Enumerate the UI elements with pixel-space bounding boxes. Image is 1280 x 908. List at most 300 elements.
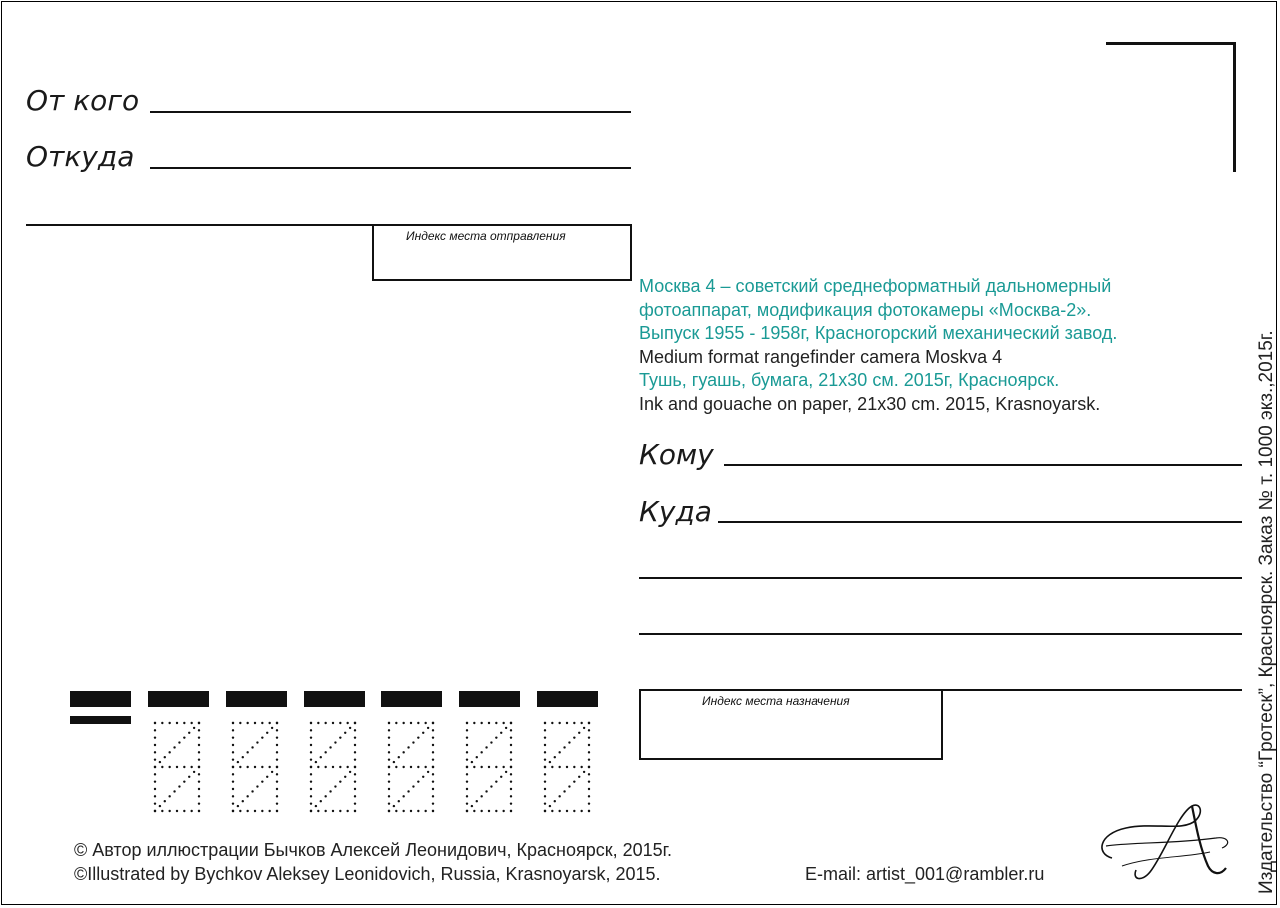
template-dot — [268, 722, 270, 724]
template-dot — [432, 795, 434, 797]
template-dot — [490, 785, 492, 787]
template-dot — [176, 810, 178, 812]
template-dot — [432, 736, 434, 738]
sender-index-label: Индекс места отправления — [406, 229, 566, 243]
template-dot — [466, 736, 468, 738]
template-dot — [266, 732, 268, 734]
template-dot — [276, 729, 278, 731]
template-dot — [271, 771, 273, 773]
template-dot — [354, 773, 356, 775]
template-dot — [161, 722, 163, 724]
template-dot — [432, 758, 434, 760]
template-dot — [276, 744, 278, 746]
template-dot — [471, 761, 473, 763]
template-dot — [198, 736, 200, 738]
template-dot — [254, 810, 256, 812]
template-dot — [476, 800, 478, 802]
template-dot — [588, 788, 590, 790]
template-dot — [580, 766, 582, 768]
template-dot — [329, 790, 331, 792]
template-dot — [480, 810, 482, 812]
template-dot — [261, 766, 263, 768]
template-dot — [510, 795, 512, 797]
template-dot — [349, 727, 351, 729]
description-line-2: фотоаппарат, модификация фотокамеры «Москва-2». — [639, 299, 1092, 320]
template-dot — [558, 795, 560, 797]
publisher-info: Издательство “Гротеск”, Красноярск. Заказ № т. 1000 экз.,2015г. — [1256, 330, 1277, 894]
template-dot — [466, 758, 468, 760]
template-dot — [417, 736, 419, 738]
template-dot — [563, 790, 565, 792]
template-dot — [154, 780, 156, 782]
template-dot — [315, 805, 317, 807]
template-dot — [320, 756, 322, 758]
description-line-1: Москва 4 – советский среднеформатный дальномерный — [639, 276, 1112, 296]
template-dot — [324, 751, 326, 753]
template-dot — [310, 810, 312, 812]
template-dot — [276, 736, 278, 738]
template-dot — [422, 776, 424, 778]
template-dot — [232, 795, 234, 797]
to-address-line[interactable] — [718, 521, 1242, 523]
template-dot — [544, 729, 546, 731]
template-dot — [432, 802, 434, 804]
template-dot — [476, 756, 478, 758]
template-dot — [198, 766, 200, 768]
template-dot — [317, 766, 319, 768]
template-dot — [480, 722, 482, 724]
template-dot — [588, 744, 590, 746]
template-dot — [324, 722, 326, 724]
template-dot — [164, 800, 166, 802]
template-dot — [558, 722, 560, 724]
template-dot — [588, 729, 590, 731]
template-dot — [395, 766, 397, 768]
template-dot — [510, 736, 512, 738]
template-dot — [198, 802, 200, 804]
template-dot — [310, 795, 312, 797]
template-dot — [237, 805, 239, 807]
template-dot — [276, 795, 278, 797]
postal-digit-grid — [0, 0, 1, 1]
template-dot — [261, 810, 263, 812]
template-dot — [339, 722, 341, 724]
template-dot — [554, 756, 556, 758]
to-label: Кому — [639, 438, 714, 471]
template-dot — [417, 810, 419, 812]
template-dot — [510, 810, 512, 812]
template-dot — [310, 751, 312, 753]
to-address-line-3[interactable] — [639, 633, 1242, 635]
template-dot — [232, 751, 234, 753]
template-dot — [246, 722, 248, 724]
template-dot — [193, 727, 195, 729]
template-dot — [568, 785, 570, 787]
template-dot — [339, 780, 341, 782]
template-dot — [276, 810, 278, 812]
copyright-ru: © Автор иллюстрации Бычков Алексей Леонидович, Красноярск, 2015г. — [74, 840, 673, 860]
template-dot — [310, 736, 312, 738]
template-dot — [510, 729, 512, 731]
code-bar — [537, 691, 598, 707]
template-dot — [339, 766, 341, 768]
template-dot — [354, 758, 356, 760]
template-dot — [354, 795, 356, 797]
template-dot — [466, 795, 468, 797]
template-dot — [256, 785, 258, 787]
to-address-line-2[interactable] — [639, 577, 1242, 579]
template-dot — [388, 802, 390, 804]
template-dot — [473, 722, 475, 724]
description-line-4: Medium format rangefinder camera Moskva 4 — [639, 346, 1003, 367]
template-dot — [398, 800, 400, 802]
code-bar — [70, 691, 131, 707]
template-dot — [256, 741, 258, 743]
template-dot — [276, 788, 278, 790]
template-dot — [551, 722, 553, 724]
template-dot — [412, 741, 414, 743]
template-dot — [232, 802, 234, 804]
template-dot — [485, 790, 487, 792]
template-dot — [190, 810, 192, 812]
template-dot — [246, 795, 248, 797]
code-bar — [148, 691, 209, 707]
template-dot — [412, 785, 414, 787]
contact-email[interactable]: E-mail: artist_001@rambler.ru — [805, 864, 1045, 884]
template-dot — [510, 722, 512, 724]
code-bar — [70, 716, 131, 724]
template-dot — [344, 776, 346, 778]
template-dot — [183, 810, 185, 812]
template-dot — [432, 729, 434, 731]
template-dot — [502, 766, 504, 768]
recipient-index-label: Индекс места назначения — [702, 694, 850, 708]
template-dot — [510, 751, 512, 753]
template-dot — [198, 751, 200, 753]
template-dot — [558, 751, 560, 753]
template-dot — [424, 810, 426, 812]
template-dot — [473, 810, 475, 812]
template-dot — [388, 773, 390, 775]
template-dot — [232, 766, 234, 768]
template-dot — [349, 771, 351, 773]
template-dot — [488, 722, 490, 724]
template-dot — [168, 751, 170, 753]
template-dot — [466, 788, 468, 790]
template-dot — [310, 780, 312, 782]
template-dot — [183, 722, 185, 724]
template-dot — [407, 746, 409, 748]
template-dot — [502, 722, 504, 724]
template-dot — [417, 780, 419, 782]
template-dot — [432, 773, 434, 775]
template-dot — [573, 736, 575, 738]
template-dot — [466, 729, 468, 731]
template-dot — [466, 744, 468, 746]
template-dot — [232, 744, 234, 746]
template-dot — [254, 766, 256, 768]
template-dot — [480, 766, 482, 768]
code-bar — [226, 691, 287, 707]
template-dot — [310, 802, 312, 804]
template-dot — [271, 727, 273, 729]
template-dot — [402, 795, 404, 797]
description-line-5: Тушь, гуашь, бумага, 21х30 см. 2015г, Красноярск. — [639, 370, 1060, 390]
template-dot — [422, 732, 424, 734]
template-dot — [495, 780, 497, 782]
template-dot — [154, 758, 156, 760]
template-dot — [495, 722, 497, 724]
template-dot — [334, 785, 336, 787]
template-dot — [544, 751, 546, 753]
template-dot — [573, 780, 575, 782]
template-dot — [232, 736, 234, 738]
template-dot — [558, 766, 560, 768]
template-dot — [239, 766, 241, 768]
template-dot — [578, 776, 580, 778]
template-dot — [588, 766, 590, 768]
template-dot — [310, 722, 312, 724]
template-dot — [388, 758, 390, 760]
template-dot — [354, 766, 356, 768]
template-dot — [588, 795, 590, 797]
template-dot — [544, 802, 546, 804]
template-dot — [324, 810, 326, 812]
template-dot — [239, 722, 241, 724]
calligraphic-a-monogram-icon — [1092, 796, 1242, 886]
template-dot — [232, 780, 234, 782]
template-dot — [320, 800, 322, 802]
template-dot — [154, 736, 156, 738]
template-dot — [578, 732, 580, 734]
template-dot — [580, 722, 582, 724]
template-dot — [583, 771, 585, 773]
template-dot — [354, 744, 356, 746]
template-dot — [432, 744, 434, 746]
template-dot — [395, 810, 397, 812]
template-dot — [324, 766, 326, 768]
template-dot — [161, 810, 163, 812]
template-dot — [566, 810, 568, 812]
template-dot — [176, 722, 178, 724]
template-dot — [510, 758, 512, 760]
template-dot — [246, 751, 248, 753]
template-dot — [432, 810, 434, 812]
template-dot — [588, 773, 590, 775]
template-dot — [154, 802, 156, 804]
template-dot — [354, 780, 356, 782]
from-label: От кого — [26, 84, 140, 117]
template-dot — [510, 766, 512, 768]
template-dot — [510, 802, 512, 804]
template-dot — [402, 810, 404, 812]
template-dot — [266, 776, 268, 778]
template-dot — [198, 744, 200, 746]
template-dot — [154, 751, 156, 753]
template-dot — [346, 810, 348, 812]
template-dot — [393, 805, 395, 807]
template-dot — [495, 736, 497, 738]
template-dot — [473, 766, 475, 768]
template-dot — [310, 744, 312, 746]
template-dot — [427, 771, 429, 773]
template-dot — [558, 810, 560, 812]
template-dot — [505, 727, 507, 729]
template-dot — [332, 810, 334, 812]
template-dot — [424, 722, 426, 724]
template-dot — [232, 810, 234, 812]
template-dot — [354, 810, 356, 812]
template-dot — [466, 802, 468, 804]
template-dot — [549, 805, 551, 807]
template-dot — [388, 751, 390, 753]
template-dot — [432, 766, 434, 768]
template-dot — [432, 722, 434, 724]
template-dot — [544, 810, 546, 812]
template-dot — [588, 802, 590, 804]
template-dot — [276, 758, 278, 760]
template-dot — [168, 722, 170, 724]
template-dot — [388, 788, 390, 790]
template-dot — [276, 766, 278, 768]
to-line[interactable] — [724, 464, 1242, 466]
template-dot — [395, 722, 397, 724]
template-dot — [261, 722, 263, 724]
template-dot — [344, 732, 346, 734]
template-dot — [488, 766, 490, 768]
template-dot — [168, 766, 170, 768]
template-dot — [510, 744, 512, 746]
template-dot — [505, 771, 507, 773]
template-dot — [193, 771, 195, 773]
template-dot — [332, 722, 334, 724]
template-dot — [178, 741, 180, 743]
template-dot — [566, 766, 568, 768]
template-dot — [573, 766, 575, 768]
template-dot — [588, 758, 590, 760]
from-address-line[interactable] — [150, 167, 631, 169]
template-dot — [198, 795, 200, 797]
template-dot — [178, 785, 180, 787]
template-dot — [317, 810, 319, 812]
template-dot — [188, 776, 190, 778]
template-dot — [276, 802, 278, 804]
template-dot — [402, 722, 404, 724]
template-dot — [346, 766, 348, 768]
template-dot — [154, 795, 156, 797]
template-dot — [466, 751, 468, 753]
template-dot — [407, 790, 409, 792]
template-dot — [388, 729, 390, 731]
template-dot — [237, 761, 239, 763]
template-dot — [410, 766, 412, 768]
template-dot — [310, 766, 312, 768]
template-dot — [173, 790, 175, 792]
template-dot — [388, 795, 390, 797]
template-dot — [402, 766, 404, 768]
template-dot — [276, 722, 278, 724]
template-dot — [242, 800, 244, 802]
copyright-en: ©Illustrated by Bychkov Aleksey Leonidovich, Russia, Krasnoyarsk, 2015. — [74, 864, 661, 884]
template-dot — [246, 766, 248, 768]
template-dot — [232, 729, 234, 731]
template-dot — [183, 736, 185, 738]
template-dot — [310, 773, 312, 775]
template-dot — [568, 741, 570, 743]
template-dot — [346, 722, 348, 724]
template-dot — [410, 810, 412, 812]
template-dot — [544, 773, 546, 775]
template-dot — [588, 751, 590, 753]
template-dot — [154, 810, 156, 812]
template-dot — [261, 780, 263, 782]
template-dot — [480, 751, 482, 753]
description-line-6: Ink and gouache on paper, 21x30 cm. 2015, Krasnoyarsk. — [639, 393, 1101, 414]
template-dot — [198, 722, 200, 724]
template-dot — [254, 722, 256, 724]
template-dot — [339, 810, 341, 812]
template-dot — [573, 722, 575, 724]
template-dot — [490, 741, 492, 743]
template-dot — [168, 810, 170, 812]
template-dot — [159, 805, 161, 807]
template-dot — [563, 746, 565, 748]
template-dot — [173, 746, 175, 748]
template-dot — [251, 790, 253, 792]
template-dot — [466, 773, 468, 775]
template-dot — [154, 766, 156, 768]
template-dot — [424, 766, 426, 768]
template-dot — [154, 744, 156, 746]
template-dot — [232, 773, 234, 775]
template-dot — [354, 736, 356, 738]
template-dot — [198, 788, 200, 790]
template-dot — [232, 788, 234, 790]
template-dot — [315, 761, 317, 763]
template-dot — [580, 810, 582, 812]
template-dot — [588, 810, 590, 812]
template-dot — [551, 766, 553, 768]
template-dot — [242, 756, 244, 758]
template-dot — [232, 722, 234, 724]
template-dot — [544, 722, 546, 724]
template-dot — [544, 766, 546, 768]
template-dot — [154, 729, 156, 731]
template-dot — [432, 788, 434, 790]
template-dot — [251, 746, 253, 748]
template-dot — [502, 810, 504, 812]
template-dot — [466, 810, 468, 812]
template-dot — [566, 722, 568, 724]
template-dot — [198, 729, 200, 731]
code-bar — [381, 691, 442, 707]
template-dot — [495, 766, 497, 768]
stamp-area — [1106, 42, 1236, 172]
template-dot — [276, 780, 278, 782]
template-dot — [388, 722, 390, 724]
template-dot — [510, 780, 512, 782]
template-dot — [488, 810, 490, 812]
template-dot — [573, 810, 575, 812]
template-dot — [544, 744, 546, 746]
template-dot — [198, 758, 200, 760]
from-line[interactable] — [150, 111, 631, 113]
template-dot — [466, 780, 468, 782]
template-dot — [198, 780, 200, 782]
from-address-label: Откуда — [26, 140, 135, 173]
template-dot — [310, 729, 312, 731]
template-dot — [161, 766, 163, 768]
